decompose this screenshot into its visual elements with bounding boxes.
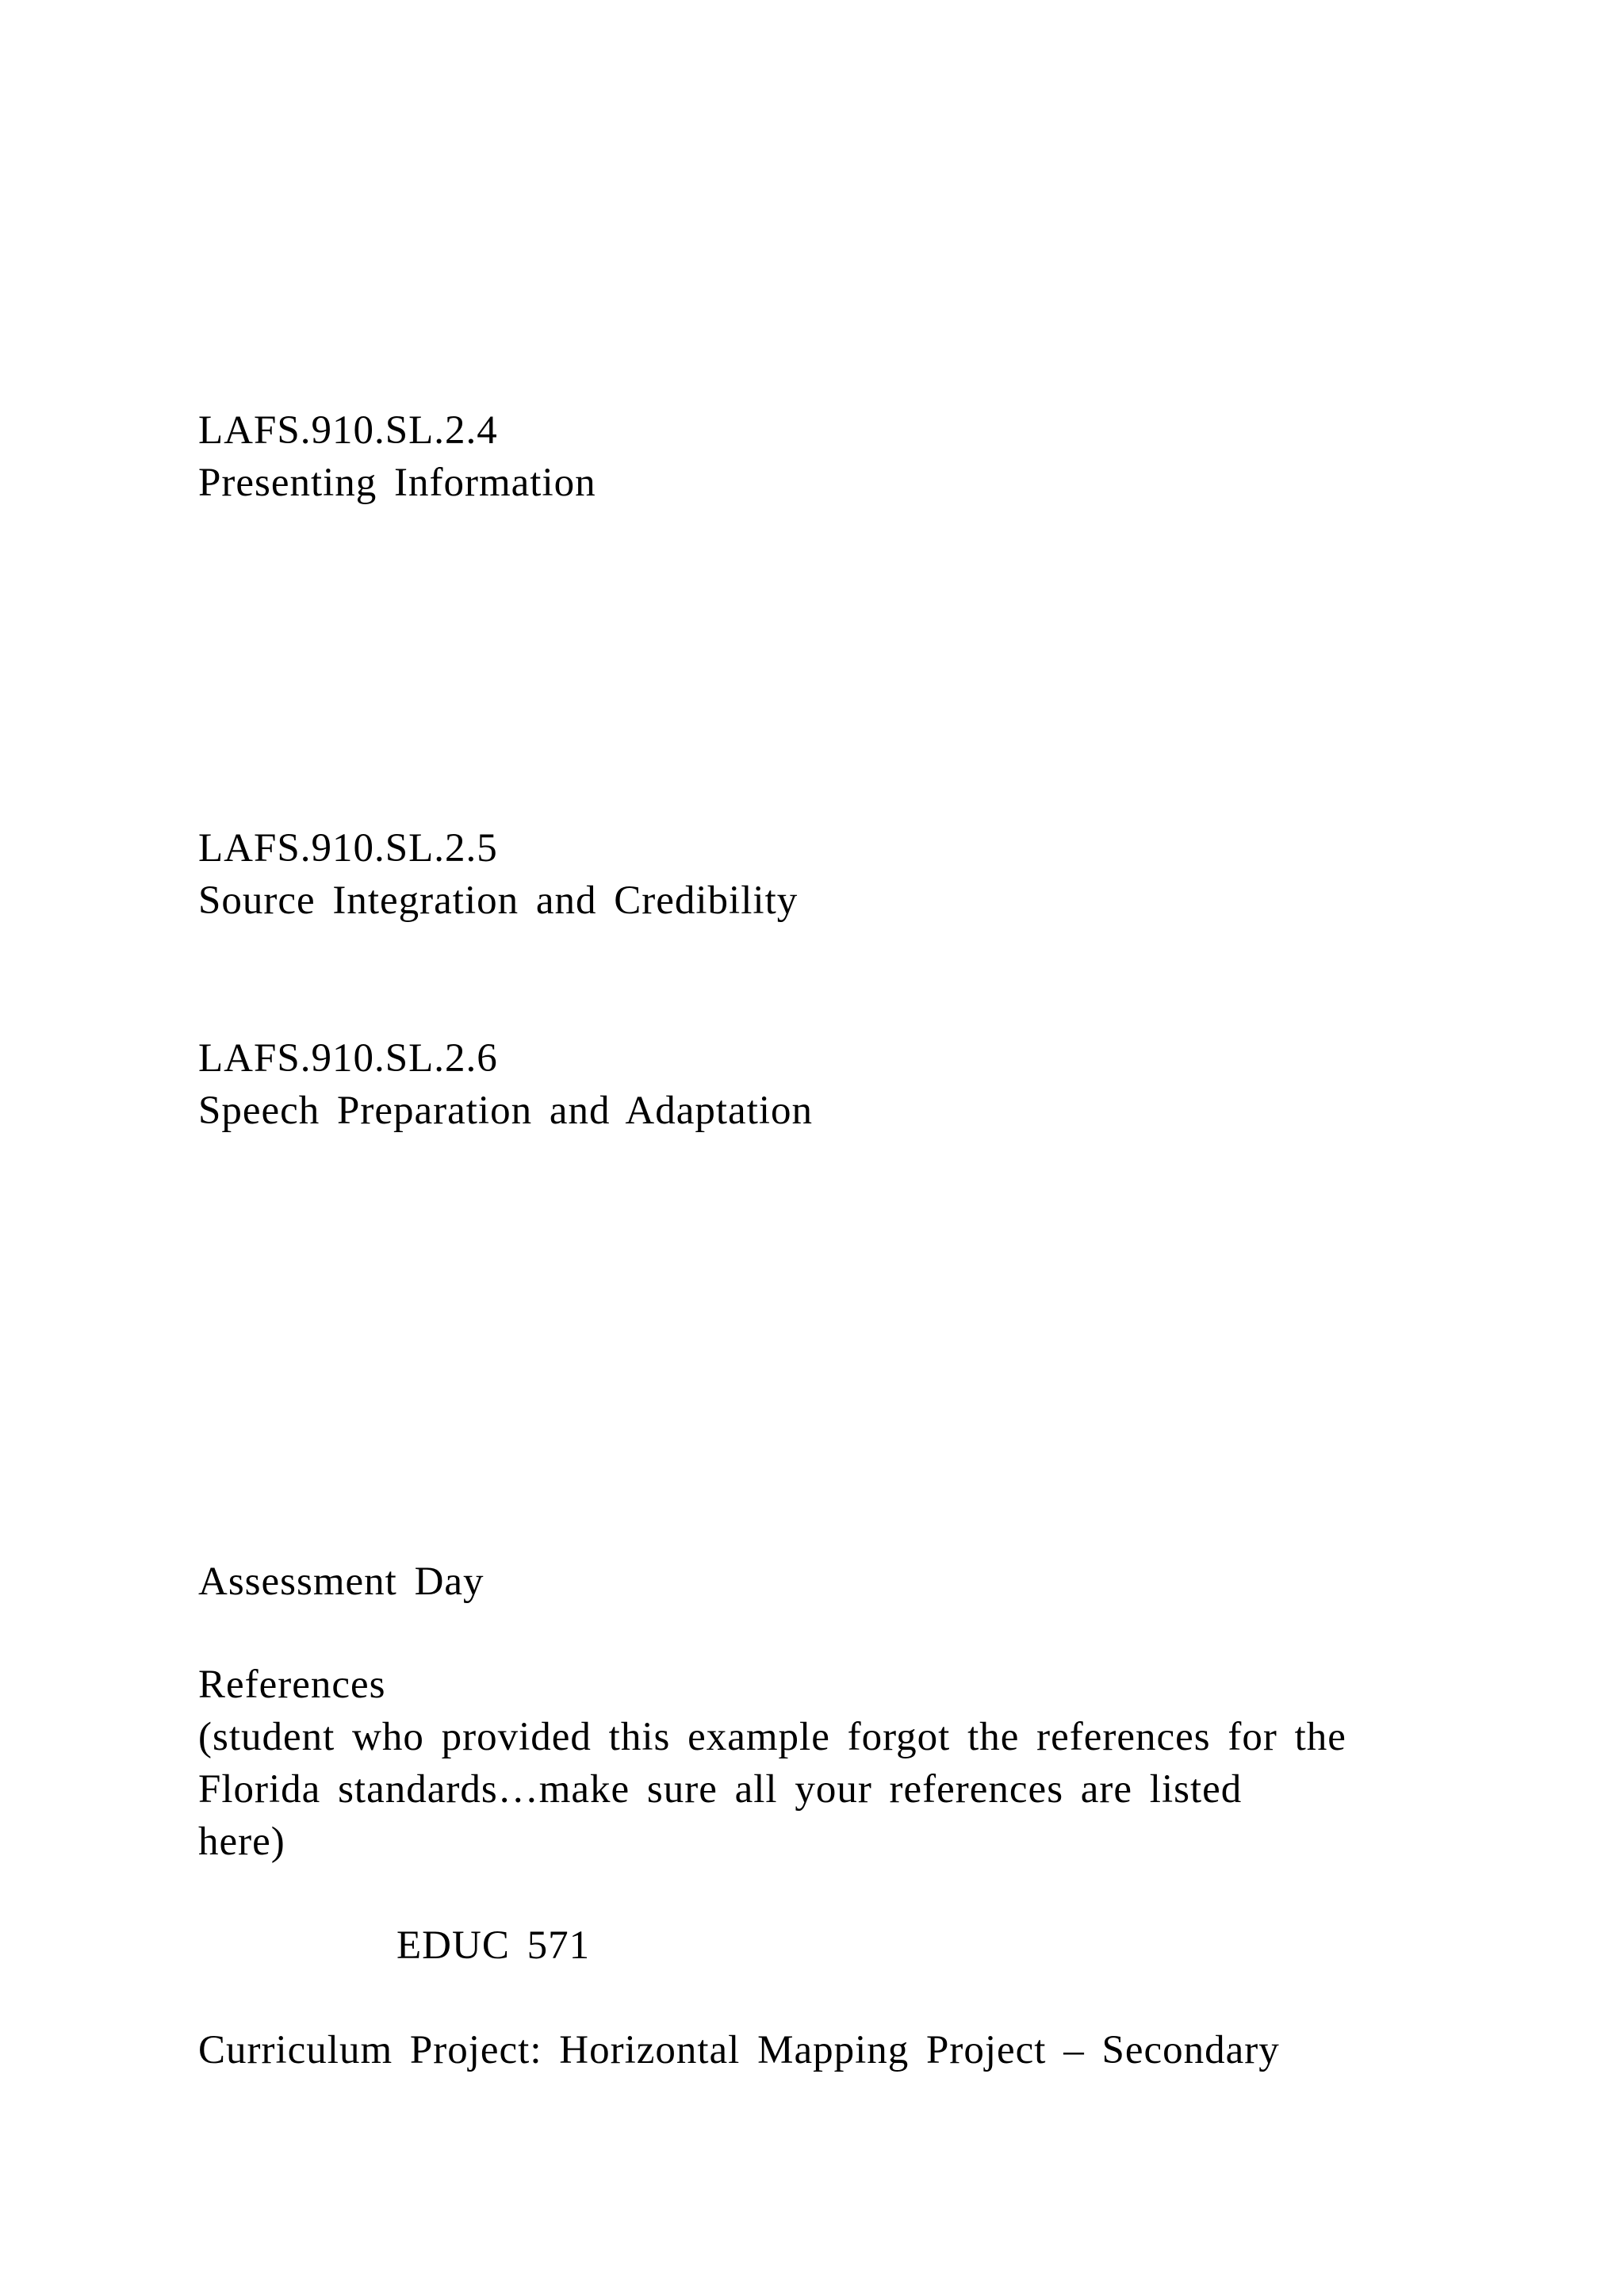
standard-code: LAFS.910.SL.2.6 <box>198 1036 498 1081</box>
project-title: Curriculum Project: Horizontal Mapping Project – Secondary <box>198 2028 1280 2072</box>
standard-code: LAFS.910.SL.2.5 <box>198 826 498 871</box>
standard-title: Speech Preparation and Adaptation <box>198 1089 814 1133</box>
assessment-day-heading: Assessment Day <box>198 1559 485 1604</box>
references-heading: References <box>198 1663 386 1707</box>
standard-code: LAFS.910.SL.2.4 <box>198 408 498 453</box>
standard-title: Source Integration and Credibility <box>198 878 799 923</box>
course-code: EDUC 571 <box>396 1923 591 1968</box>
references-note-line: (student who provided this example forgot the references for the <box>198 1715 1346 1759</box>
references-note-line: here) <box>198 1820 285 1864</box>
references-note-line: Florida standards…make sure all your references are listed <box>198 1767 1243 1812</box>
standard-title: Presenting Information <box>198 461 596 505</box>
